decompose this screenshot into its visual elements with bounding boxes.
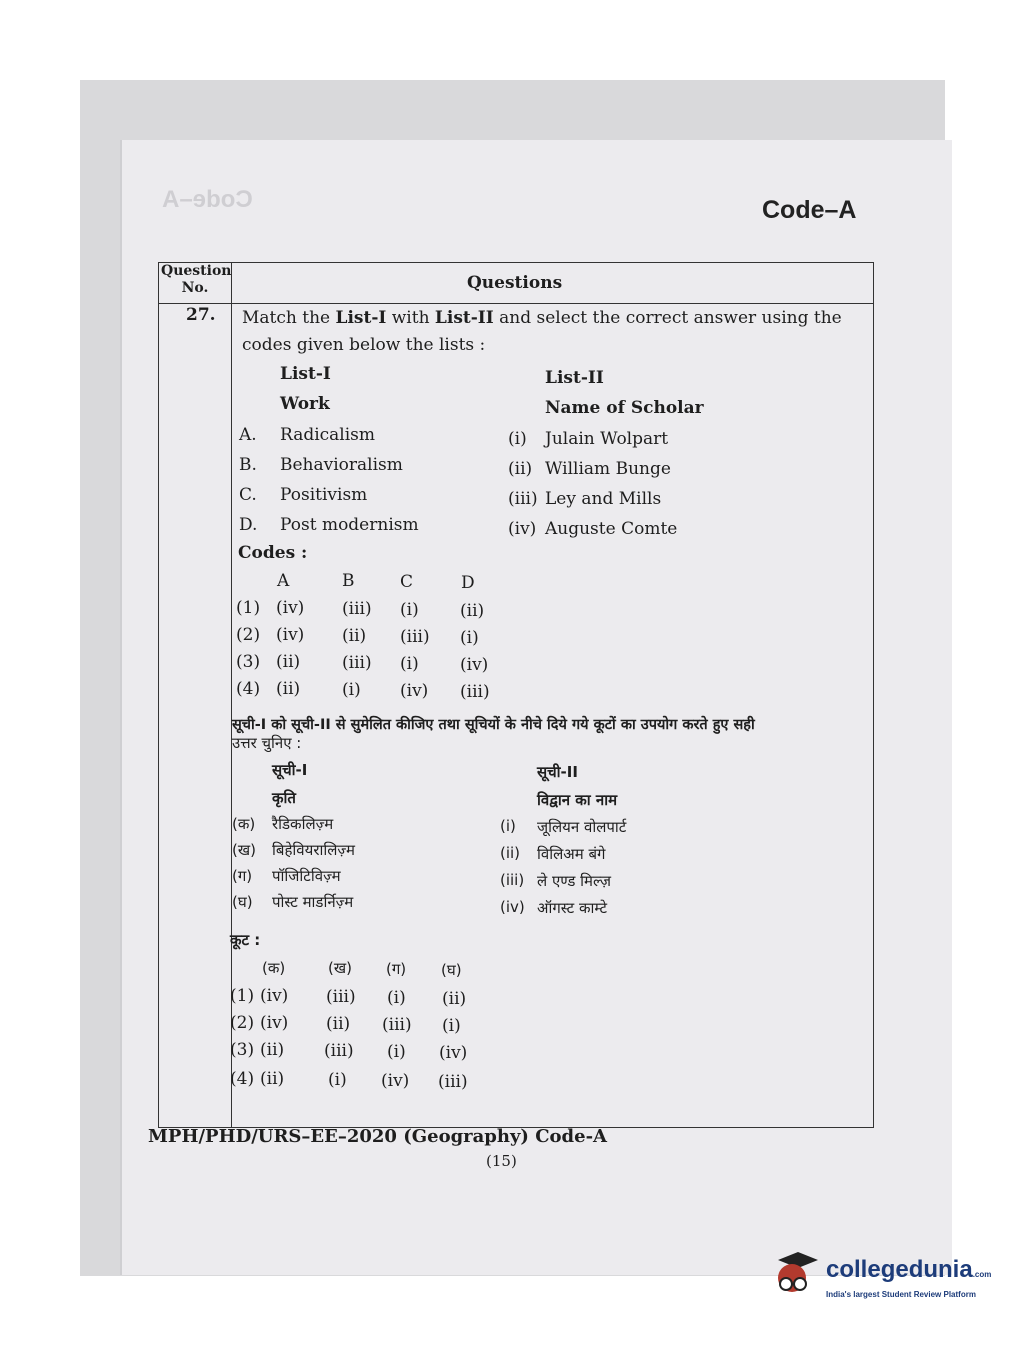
code-option-number: (3)	[236, 652, 261, 672]
codes-head: C	[400, 572, 414, 592]
hindi-list1-key: (घ)	[232, 893, 253, 911]
hindi-code-cell: (i)	[387, 1042, 406, 1062]
list2-key: (iv)	[508, 519, 537, 539]
hindi-list2-item: ऑगस्ट काम्टे	[537, 899, 608, 917]
code-cell: (iv)	[276, 598, 305, 618]
code-cell: (ii)	[276, 652, 301, 672]
list1-key: A.	[239, 425, 257, 445]
hindi-code-cell: (i)	[442, 1016, 461, 1036]
code-cell: (iv)	[276, 625, 305, 645]
logo-wordmark: collegedunia.com	[826, 1256, 992, 1283]
question-line-1: Match the List-I with List-II and select the correct answer using the	[242, 308, 842, 328]
code-cell: (iv)	[460, 655, 489, 675]
list2-title: List-II	[545, 368, 604, 388]
hindi-code-cell: (ii)	[442, 989, 467, 1009]
code-option-number: (4)	[236, 679, 261, 699]
questions-header: Questions	[467, 273, 563, 293]
paper-code: Code–A	[762, 196, 857, 224]
code-cell: (ii)	[276, 679, 301, 699]
list2-key: (ii)	[508, 459, 533, 479]
code-cell: (iii)	[460, 682, 490, 702]
hindi-codes-head: (घ)	[441, 961, 462, 979]
question-line-2: codes given below the lists :	[242, 335, 486, 355]
hindi-list2-key: (ii)	[500, 844, 521, 862]
list1-key: D.	[239, 515, 258, 535]
hindi-list2-item: जूलियन वोलपार्ट	[537, 818, 627, 836]
hindi-list2-subtitle: विद्वान का नाम	[537, 791, 618, 809]
hindi-list1-item: पोस्ट माडर्निज़्म	[272, 893, 354, 911]
paper-footer-title: MPH/PHD/URS–EE–2020 (Geography) Code-A	[148, 1126, 608, 1147]
code-cell: (iii)	[342, 599, 372, 619]
page-number: (15)	[486, 1152, 517, 1170]
hindi-codes-label: कूट :	[230, 931, 261, 949]
hindi-list2-key: (i)	[500, 817, 516, 835]
list1-key: C.	[239, 485, 257, 505]
hindi-list1-item: रैडिकलिज़्म	[272, 815, 334, 833]
hindi-code-option-number: (1)	[230, 986, 255, 1006]
list1-item: Radicalism	[280, 425, 376, 445]
bleed-through-text: Code–A	[162, 186, 253, 213]
code-option-number: (2)	[236, 625, 261, 645]
list2-item: Ley and Mills	[545, 489, 662, 509]
codes-head: D	[461, 573, 475, 593]
list1-title: List-I	[280, 364, 331, 384]
hindi-list1-key: (ख)	[232, 841, 256, 859]
list1-key: B.	[239, 455, 257, 475]
hindi-code-cell: (iii)	[326, 987, 356, 1007]
hindi-codes-head: (ग)	[386, 960, 407, 978]
collegedunia-logo	[768, 1250, 998, 1310]
codes-label: Codes :	[238, 543, 308, 563]
hindi-code-cell: (iii)	[438, 1072, 468, 1092]
hindi-code-cell: (i)	[387, 988, 406, 1008]
hindi-code-option-number: (3)	[230, 1040, 255, 1060]
hindi-list2-key: (iv)	[500, 898, 525, 916]
code-cell: (i)	[460, 628, 479, 648]
list2-key: (iii)	[508, 489, 538, 509]
list2-subtitle: Name of Scholar	[545, 398, 704, 418]
list1-item: Positivism	[280, 485, 368, 505]
codes-head: A	[277, 571, 290, 591]
code-cell: (ii)	[460, 601, 485, 621]
hindi-code-cell: (iv)	[439, 1043, 468, 1063]
hindi-code-cell: (iii)	[382, 1015, 412, 1035]
list1-item: Behavioralism	[280, 455, 403, 475]
hindi-code-cell: (iv)	[260, 986, 289, 1006]
code-cell: (i)	[400, 654, 419, 674]
code-cell: (ii)	[342, 626, 367, 646]
header-divider	[159, 303, 873, 304]
code-cell: (iii)	[342, 653, 372, 673]
hindi-code-cell: (iv)	[260, 1013, 289, 1033]
mascot-icon	[768, 1250, 820, 1306]
hindi-code-cell: (ii)	[260, 1069, 285, 1089]
hindi-codes-head: (क)	[262, 959, 286, 977]
hindi-list2-item: विलिअम बंगे	[537, 845, 606, 863]
hindi-codes-head: (ख)	[328, 959, 352, 977]
question-no-header: Question No.	[161, 263, 232, 296]
list2-key: (i)	[508, 429, 527, 449]
list2-item: Auguste Comte	[545, 519, 678, 539]
question-number: 27.	[186, 305, 216, 325]
hindi-question-line-2: उत्तर चुनिए :	[232, 734, 302, 752]
hindi-list1-title: सूची-I	[272, 761, 308, 779]
hindi-list2-title: सूची-II	[537, 763, 578, 781]
hindi-code-option-number: (2)	[230, 1013, 255, 1033]
list2-item: Julain Wolpart	[545, 429, 669, 449]
hindi-list1-item: पॉजिटिविज़्म	[272, 867, 341, 885]
code-cell: (i)	[400, 600, 419, 620]
hindi-code-cell: (iv)	[381, 1071, 410, 1091]
hindi-code-cell: (iii)	[324, 1041, 354, 1061]
list1-subtitle: Work	[280, 394, 330, 414]
hindi-list1-item: बिहेवियरालिज़्म	[272, 841, 355, 859]
hindi-list1-key: (क)	[232, 815, 256, 833]
hindi-code-cell: (i)	[328, 1070, 347, 1090]
code-option-number: (1)	[236, 598, 261, 618]
hindi-code-option-number: (4)	[230, 1069, 255, 1089]
logo-tagline: India's largest Student Review Platform	[826, 1290, 976, 1299]
hindi-question-line-1: सूची-I को सूची-II से सुमेलित कीजिए तथा सूचियों के नीचे दिये गये कूटों का उपयोग करते हुए सही	[232, 717, 755, 733]
hindi-list1-subtitle: कृति	[272, 789, 296, 807]
hindi-list1-key: (ग)	[232, 867, 253, 885]
hindi-list2-item: ले एण्ड मिल्ज़	[537, 872, 612, 890]
list1-item: Post modernism	[280, 515, 419, 535]
hindi-code-cell: (ii)	[260, 1040, 285, 1060]
code-cell: (iv)	[400, 681, 429, 701]
list2-item: William Bunge	[545, 459, 671, 479]
code-cell: (i)	[342, 680, 361, 700]
hindi-code-cell: (ii)	[326, 1014, 351, 1034]
codes-head: B	[342, 571, 355, 591]
code-cell: (iii)	[400, 627, 430, 647]
hindi-list2-key: (iii)	[500, 871, 525, 889]
